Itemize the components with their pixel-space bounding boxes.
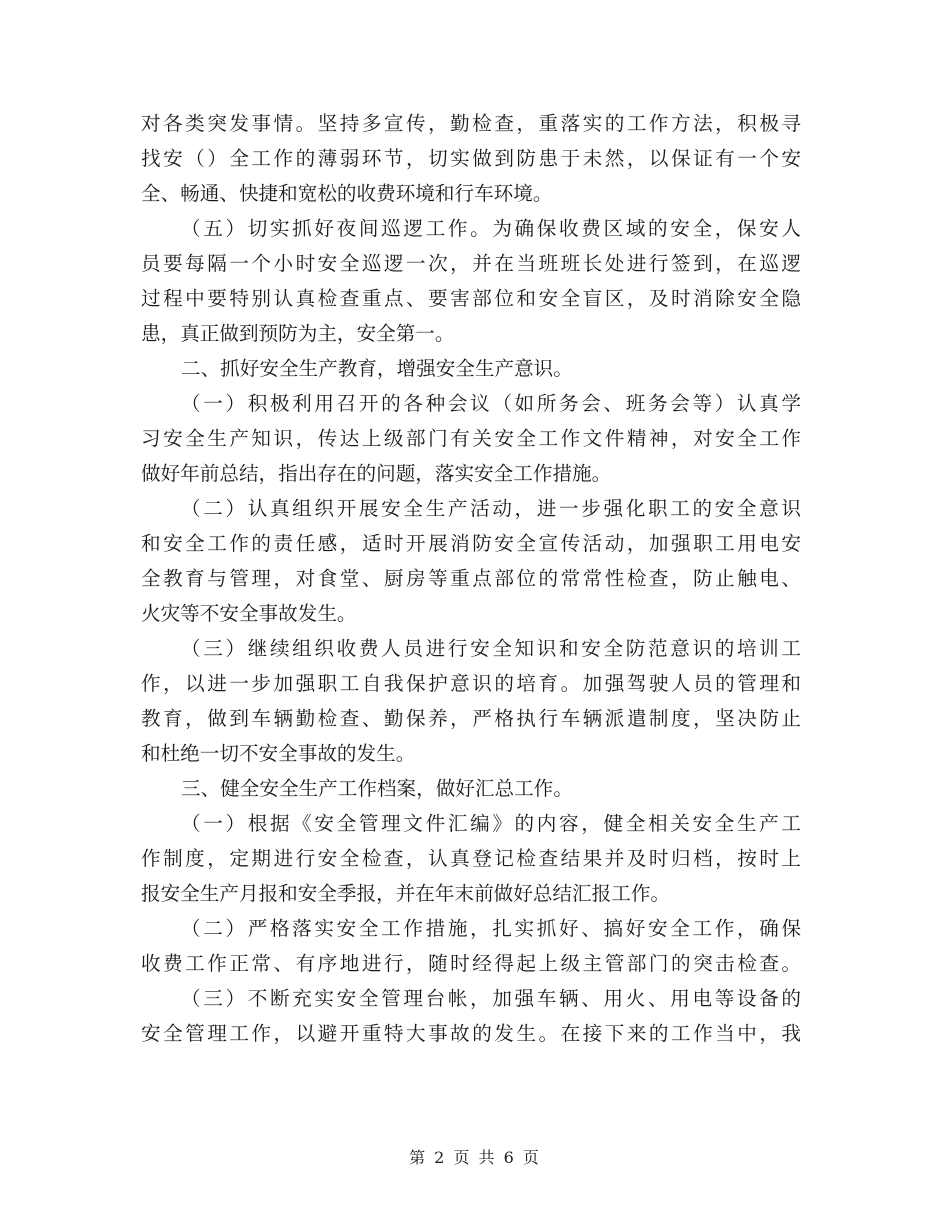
text-line: 火灾等不安全事故发生。 [141, 602, 357, 625]
text-line: 二、抓好安全生产教育，增强安全生产意识。 [181, 357, 573, 380]
page-footer: 第 2 页 共 6 页 [409, 1148, 541, 1167]
text-line: 和杜绝一切不安全事故的发生。 [141, 742, 416, 765]
document-body [141, 106, 801, 1051]
text-line: 患，真正做到预防为主，安全第一。 [141, 322, 455, 345]
text-line: （二）严格落实安全工作措施，扎实抓好、搞好安全工作，确保 [181, 917, 801, 940]
text-line: 习安全生产知识，传达上级部门有关安全工作文件精神，对安全工作 [141, 427, 801, 450]
text-line: 教育，做到车辆勤检查、勤保养，严格执行车辆派遣制度，坚决防止 [141, 707, 801, 730]
text-line: 三、健全安全生产工作档案，做好汇总工作。 [181, 777, 573, 800]
text-line: （一）积极利用召开的各种会议（如所务会、班务会等）认真学 [181, 392, 801, 415]
text-line: （三）继续组织收费人员进行安全知识和安全防范意识的培训工 [181, 637, 801, 660]
text-line: 和安全工作的责任感，适时开展消防安全宣传活动，加强职工用电安 [141, 532, 801, 555]
text-line: （一）根据《安全管理文件汇编》的内容，健全相关安全生产工 [181, 812, 801, 835]
text-line: （三）不断充实安全管理台帐，加强车辆、用火、用电等设备的 [181, 987, 801, 1010]
text-line: 对各类突发事情。坚持多宣传，勤检查，重落实的工作方法，积极寻 [141, 112, 801, 135]
text-line: 安全管理工作，以避开重特大事故的发生。在接下来的工作当中，我 [141, 1022, 801, 1045]
text-line: 找安（）全工作的薄弱环节，切实做到防患于未然，以保证有一个安 [141, 147, 801, 170]
text-line: 收费工作正常、有序地进行，随时经得起上级主管部门的突击检查。 [141, 952, 801, 975]
text-line: 全教育与管理，对食堂、厨房等重点部位的常常性检查，防止触电、 [141, 567, 801, 590]
text-line: 全、畅通、快捷和宽松的收费环境和行车环境。 [141, 182, 553, 205]
text-line: （二）认真组织开展安全生产活动，进一步强化职工的安全意识 [181, 497, 801, 520]
text-line: （五）切实抓好夜间巡逻工作。为确保收费区域的安全，保安人 [181, 217, 801, 240]
text-line: 过程中要特别认真检查重点、要害部位和安全盲区，及时消除安全隐 [141, 287, 801, 310]
text-line: 员要每隔一个小时安全巡逻一次，并在当班班长处进行签到，在巡逻 [141, 252, 801, 275]
text-line: 作制度，定期进行安全检查，认真登记检查结果并及时归档，按时上 [141, 847, 801, 870]
text-line: 作，以进一步加强职工自我保护意识的培育。加强驾驶人员的管理和 [141, 672, 801, 695]
text-line: 报安全生产月报和安全季报，并在年末前做好总结汇报工作。 [141, 882, 671, 905]
text-line: 做好年前总结，指出存在的问题，落实安全工作措施。 [141, 462, 612, 485]
